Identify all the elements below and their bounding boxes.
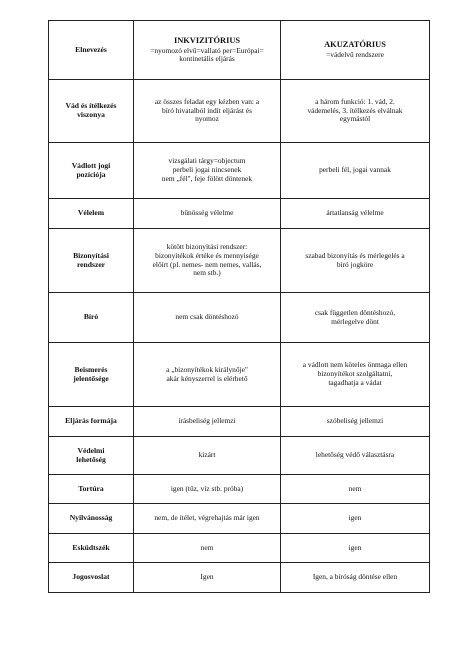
table-row — [49, 343, 430, 407]
row-name: Nyilvánosság — [49, 504, 134, 534]
row-akuzatorius-cell: csak független döntéshozó, mérlegelve dönt — [281, 293, 430, 343]
table-row — [49, 293, 430, 343]
row-name: Esküdtszék — [49, 534, 134, 563]
table-row — [49, 534, 430, 563]
row-akuzatorius-cell: a vádlott nem köteles önmaga ellen bizonyítékot szolgáltatni, tagadhatja a vádat — [281, 343, 430, 407]
row-akuzatorius-cell: lehetőség védő választásra — [281, 437, 430, 475]
table-row — [49, 229, 430, 293]
row-akuzatorius-cell: perbeli fél, jogai vannak — [281, 143, 430, 199]
row-name: Eljárás formája — [49, 407, 134, 437]
header-akuzatorius-title: AKUZATÓRIUS — [324, 40, 386, 50]
row-name: Jogosvoslat — [49, 563, 134, 593]
row-akuzatorius-cell: a három funkció: 1. vád, 2. vádemelés, 3. ítélkezés elválnak egymástól — [281, 80, 430, 143]
table-row — [49, 143, 430, 199]
row-akuzatorius-cell: szabad bizonyítás és mérlegelés a bíró jogköre — [281, 229, 430, 293]
row-inkvizitorius-cell: kötött bizonyítási rendszer: bizonyítékok értéke és mennyisége előírt (pl. nemes- nem nemes, vallás, nem stb.) — [134, 229, 281, 293]
row-akuzatorius-cell: szóbeliség jellemzi — [281, 407, 430, 437]
row-name: Vád és ítélkezés viszonya — [49, 80, 134, 143]
row-akuzatorius-cell: ártatlanság vélelme — [281, 199, 430, 229]
comparison-table — [48, 20, 430, 593]
row-inkvizitorius-cell: nem, de ítélet, végrehajtás már igen — [134, 504, 281, 534]
header-inkvizitorius — [134, 21, 281, 80]
table-row — [49, 80, 430, 143]
row-name: Védelmi lehetőség — [49, 437, 134, 475]
table-row — [49, 563, 430, 593]
row-inkvizitorius-cell: az összes feladat egy kézben van: a bíró hivatalból indít eljárást és nyomoz — [134, 80, 281, 143]
header-inkvizitorius-title: INKVIZITÓRIUS — [173, 35, 241, 45]
row-inkvizitorius-cell: nem csak döntéshozó — [134, 293, 281, 343]
row-name: Vádlott jogi pozíciója — [49, 143, 134, 199]
row-akuzatorius-cell: Igen, a bíróság döntése ellen — [281, 563, 430, 593]
row-inkvizitorius-cell: a „bizonyítékok királynője" akár kényszerrel is elérhető — [134, 343, 281, 407]
row-name: Tortúra — [49, 475, 134, 504]
row-inkvizitorius-cell: vizsgálati tárgy=objectum perbeli jogai nincsenek nem „fél", feje fölött döntenek — [134, 143, 281, 199]
row-inkvizitorius-cell: Igen — [134, 563, 281, 593]
row-akuzatorius-cell: igen — [281, 534, 430, 563]
table-row — [49, 407, 430, 437]
header-akuzatorius — [281, 21, 430, 80]
row-akuzatorius-cell: igen — [281, 504, 430, 534]
table-row — [49, 504, 430, 534]
row-name: Vélelem — [49, 199, 134, 229]
row-inkvizitorius-cell: nem — [134, 534, 281, 563]
table-row — [49, 437, 430, 475]
row-inkvizitorius-cell: igen (tűz, víz stb. próba) — [134, 475, 281, 504]
row-inkvizitorius-cell: kizárt — [134, 437, 281, 475]
row-inkvizitorius-cell: bűnösség vélelme — [134, 199, 281, 229]
row-name: Bizonyítási rendszer — [49, 229, 134, 293]
table-row — [49, 475, 430, 504]
header-inkvizitorius-subtitle: =nyomozó elvű=vallató per=Európai= kontinetális eljárás — [150, 45, 264, 64]
table-header-row — [49, 21, 430, 80]
row-inkvizitorius-cell: írásbeliség jellemzi — [134, 407, 281, 437]
row-akuzatorius-cell: nem — [281, 475, 430, 504]
header-elnevezes: Elnevezés — [49, 21, 134, 80]
row-name: Beismerés jelentősége — [49, 343, 134, 407]
row-name: Bíró — [49, 293, 134, 343]
table-row — [49, 199, 430, 229]
header-akuzatorius-subtitle: =vádelvű rendszere — [326, 50, 384, 60]
